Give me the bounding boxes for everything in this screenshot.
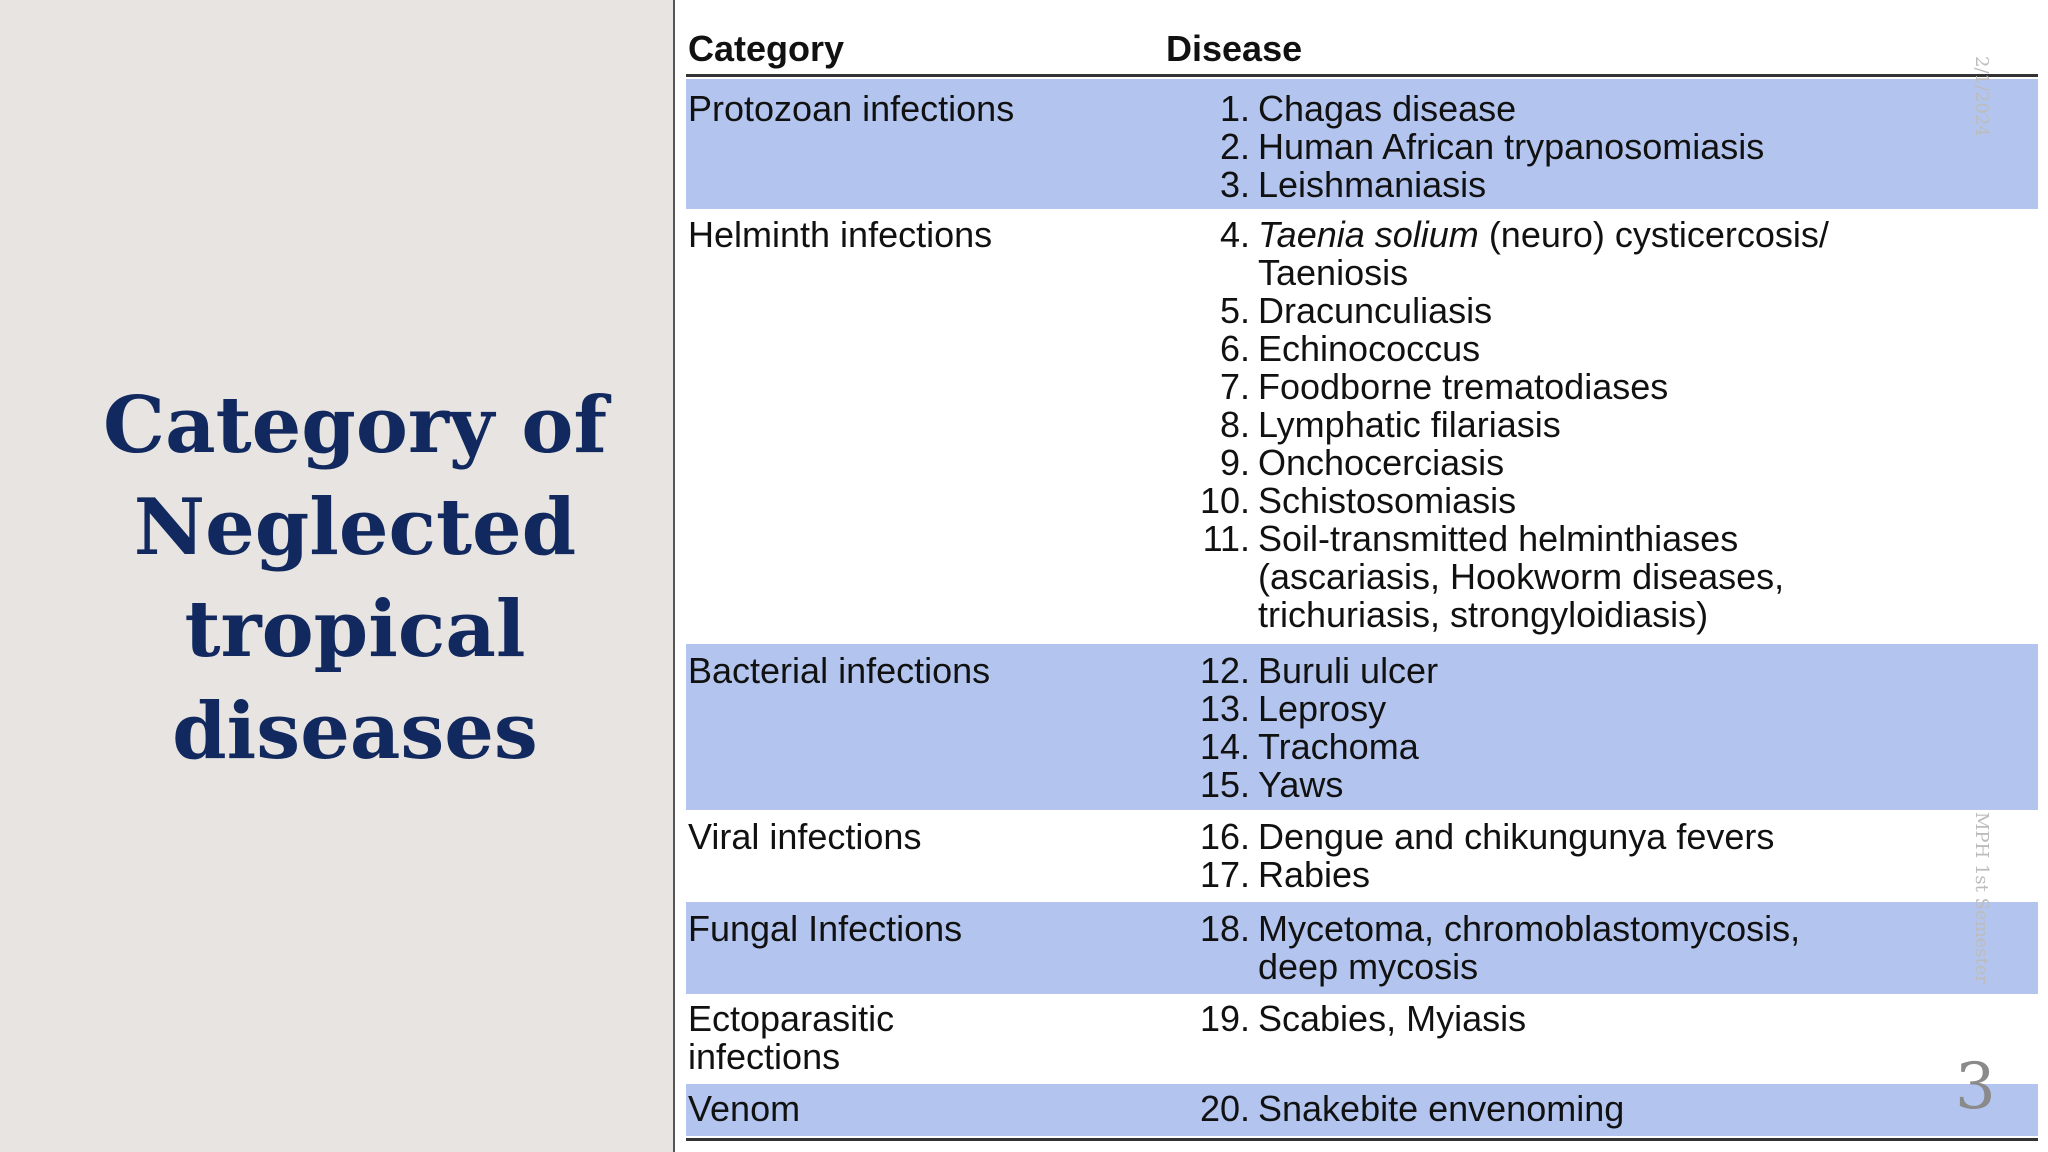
category-ectoparasitic: Ectoparasitic: [688, 998, 895, 1039]
category-fungal: Fungal Infections: [688, 908, 963, 949]
category-protozoan: Protozoan infections: [688, 88, 1015, 129]
watermark-semester: MPH 1st Semester: [1971, 812, 1992, 985]
category-venom: Venom: [688, 1088, 801, 1129]
left-panel: [0, 0, 675, 1152]
slide-title: [60, 375, 650, 783]
page-number: 3: [1955, 1050, 1996, 1124]
header-category: Category: [688, 28, 845, 69]
category-helminth: Helminth infections: [688, 214, 993, 255]
title-line: diseases: [172, 686, 538, 777]
watermark-date: 2/1/2024: [1971, 56, 1992, 137]
title-line: tropical: [184, 584, 526, 675]
title-line: Neglected: [133, 482, 577, 573]
category-ectoparasitic-cont: infections: [688, 1036, 841, 1077]
disease-table: Category Disease Protozoan infections 1. Chagas disease 2. Human African trypanosomiasis 3. Leishmaniasis Helminth infections 4. Taenia solium (neuro) cysticercosis/ Taeniosis 5. Dracunculiasis 6. Echinococcus 7. Foodborne trematodiases 8. Lymphatic filariasis 9. Onchocerciasis 10. Schistosomiasis 11. Soil-transmitted helminthiases (ascariasis, Hookworm diseases, trichuriasis, strongyloidiasis) Bacterial infections 12. Buruli ulcer 13. Leprosy 14. Trachoma 15. Yaws Viral infections 16. Dengue and chikungunya fevers 17. Rabies Fungal Infections 18. Mycetoma, chromoblastomycosis, deep mycosis Ectoparasitic infections 19. Scabies, Myiasis Venom 20. Snakebite envenoming: [686, 0, 2040, 1152]
category-bacterial: Bacterial infections: [688, 650, 991, 691]
category-viral: Viral infections: [688, 816, 922, 857]
title-line: Category of: [103, 380, 607, 471]
table-bottom-border: [686, 1138, 2038, 1141]
header-divider: [686, 74, 2038, 77]
header-disease: Disease: [1166, 28, 1303, 69]
